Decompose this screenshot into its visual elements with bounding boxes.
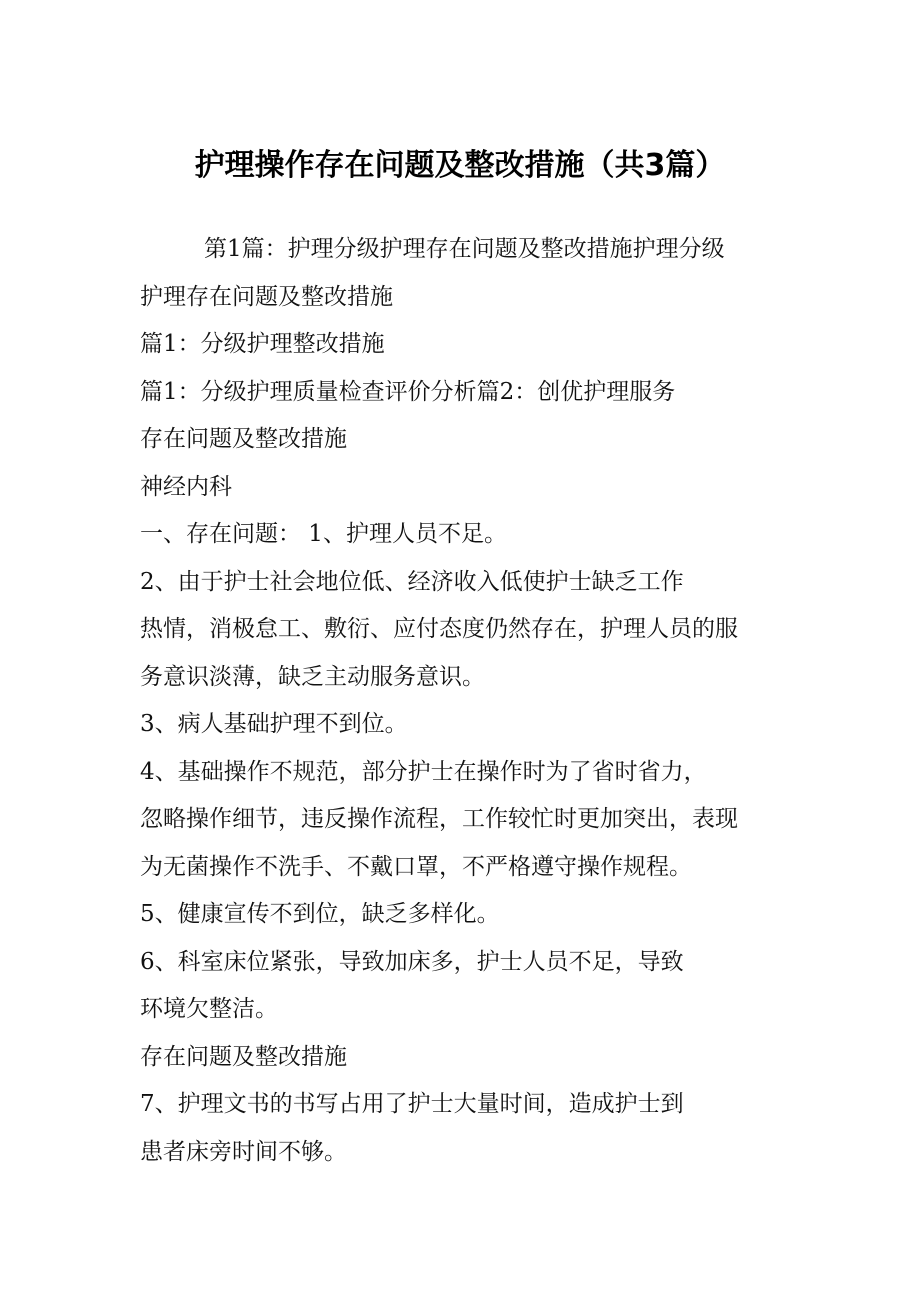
paragraph-line: 存在问题及整改措施: [140, 1043, 347, 1070]
paragraph-line: 神经内科: [140, 473, 232, 500]
paragraph-line: 忽略操作细节，违反操作流程，工作较忙时更加突出，表现: [140, 806, 738, 832]
paragraph-line: 3、病人基础护理不到位。: [140, 711, 408, 737]
paragraph-line: 2、由于护士社会地位低、经济收入低使护士缺乏工作: [140, 568, 684, 595]
paragraph-line: 热情，消极怠工、敷衍、应付态度仍然存在，护理人员的服: [140, 616, 738, 642]
paragraph-line: 环境欠整洁。: [140, 996, 278, 1022]
paragraph-line: 篇1：分级护理质量检查评价分析篇2：创优护理服务: [140, 378, 676, 405]
paragraph-line: 第1篇：护理分级护理存在问题及整改措施护理分级: [204, 236, 725, 262]
document-body: [140, 226, 790, 1176]
paragraph-line: 篇1：分级护理整改措施: [140, 331, 385, 357]
document-title: 护理操作存在问题及整改措施（共3篇）: [194, 148, 726, 183]
paragraph-line: 5、健康宣传不到位，缺乏多样化。: [140, 901, 500, 927]
paragraph-line: 存在问题及整改措施: [140, 426, 347, 452]
paragraph-line: 为无菌操作不洗手、不戴口罩，不严格遵守操作规程。: [140, 853, 692, 880]
paragraph-line: 7、护理文书的书写占用了护士大量时间，造成护士到: [140, 1091, 684, 1117]
paragraph-line: 一、存在问题： 1、护理人员不足。: [140, 521, 507, 547]
paragraph-line: 患者床旁时间不够。: [140, 1138, 347, 1165]
paragraph-line: 4、基础操作不规范，部分护士在操作时为了省时省力，: [140, 758, 707, 785]
paragraph-line: 务意识淡薄，缺乏主动服务意识。: [140, 663, 485, 690]
paragraph-line: 护理存在问题及整改措施: [140, 283, 393, 310]
paragraph-line: 6、科室床位紧张，导致加床多，护士人员不足，导致: [140, 948, 684, 975]
